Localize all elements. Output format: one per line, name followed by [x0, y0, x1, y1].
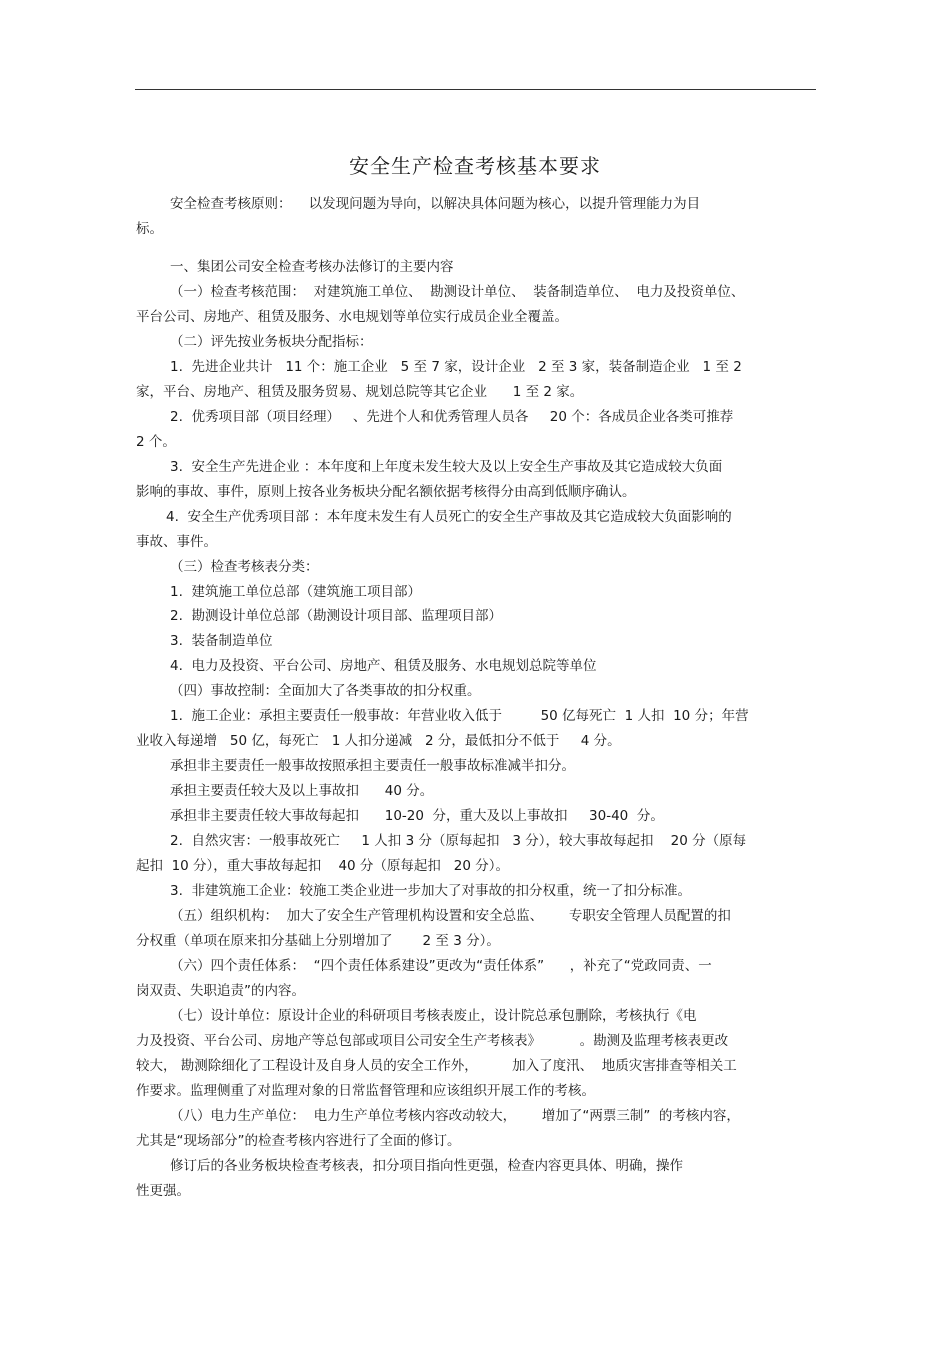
body-line: 业收入每递增 50 亿，每死亡 1 人扣分递减 2 分，最低扣分不低于 4 分。 — [136, 733, 621, 749]
body-line: 一、集团公司安全检查考核办法修订的主要内容 — [170, 259, 454, 275]
body-line: 承担非主要责任一般事故按照承担主要责任一般事故标准减半扣分。 — [170, 758, 575, 774]
body-line: 尤其是“现场部分”的检查考核内容进行了全面的修订。 — [136, 1133, 461, 1149]
body-line: 作要求。监理侧重了对监理对象的日常监督管理和应该组织开展工作的考核。 — [136, 1083, 595, 1099]
body-line: 起扣 10 分），重大事故每起扣 40 分（原每起扣 20 分）。 — [136, 858, 510, 874]
body-line: （一）检查考核范围： 对建筑施工单位、 勘测设计单位、 装备制造单位、 电力及投资单位、 — [170, 284, 745, 300]
body-line: 事故、事件。 — [136, 534, 217, 550]
body-line: 2. 优秀项目部（项目经理） 、先进个人和优秀管理人员各 20 个：各成员企业各类可推荐 — [170, 409, 734, 425]
body-line: 3. 安全生产先进企业 ：本年度和上年度未发生较大及以上安全生产事故及其它造成较大负面 — [170, 459, 723, 475]
body-line: （二）评先按业务板块分配指标： — [170, 334, 373, 350]
body-line: 3. 非建筑施工企业：较施工类企业进一步加大了对事故的扣分权重，统一了扣分标准。 — [170, 883, 691, 899]
body-line: 性更强。 — [136, 1183, 190, 1199]
body-line: 分权重（单项在原来扣分基础上分别增加了 2 至 3 分）。 — [136, 933, 500, 949]
body-line: （四）事故控制：全面加大了各类事故的扣分权重。 — [170, 683, 481, 699]
body-line: 影响的事故、事件，原则上按各业务板块分配名额依据考核得分由高到低顺序确认。 — [136, 484, 636, 500]
body-line: 力及投资、平台公司、房地产等总包部或项目公司安全生产考核表》 。勘测及监理考核表更改 — [136, 1033, 729, 1049]
body-line: 3. 装备制造单位 — [170, 633, 273, 649]
body-line: 较大， 勘测除细化了工程设计及自身人员的安全工作外， 加入了度汛、 地质灾害排查等相关工 — [136, 1058, 737, 1074]
body-line: 平台公司、房地产、租赁及服务、水电规划等单位实行成员企业全覆盖。 — [136, 309, 568, 325]
body-line: （三）检查考核表分类： — [170, 559, 319, 575]
body-line: 4. 电力及投资、平台公司、房地产、租赁及服务、水电规划总院等单位 — [170, 658, 597, 674]
body-line: 家，平台、房地产、租赁及服务贸易、规划总院等其它企业 1 至 2 家。 — [136, 384, 584, 400]
body-line: 承担非主要责任较大事故每起扣 10-20 分，重大及以上事故扣 30-40 分。 — [170, 808, 664, 824]
body-line: （五）组织机构： 加大了安全生产管理机构设置和安全总监、 专职安全管理人员配置的扣 — [170, 908, 731, 924]
body-line: 安全检查考核原则： 以发现问题为导向，以解决具体问题为核心，以提升管理能力为目 — [170, 196, 701, 212]
body-line: 2. 自然灾害：一般事故死亡 1 人扣 3 分（原每起扣 3 分），较大事故每起扣 20 分（原每 — [170, 833, 747, 849]
body-line: （八）电力生产单位： 电力生产单位考核内容改动较大， 增加了“两票三制” 的考核内容， — [170, 1108, 740, 1124]
body-line: 2. 勘测设计单位总部（勘测设计项目部、监理项目部） — [170, 608, 502, 624]
header-rule — [135, 89, 816, 90]
body-line: 标。 — [136, 221, 163, 237]
body-line: （七）设计单位：原设计企业的科研项目考核表废止，设计院总承包删除，考核执行《电 — [170, 1008, 697, 1024]
body-line: （六）四个责任体系： “四个责任体系建设”更改为“责任体系” ，补充了“党政同责、一 — [170, 958, 712, 974]
body-line: 1. 建筑施工单位总部（建筑施工项目部） — [170, 584, 421, 600]
document-title: 安全生产检查考核基本要求 — [349, 154, 601, 178]
body-line: 2 个。 — [136, 434, 176, 450]
body-line: 承担主要责任较大及以上事故扣 40 分。 — [170, 783, 434, 799]
body-line: 4. 安全生产优秀项目部 ：本年度未发生有人员死亡的安全生产事故及其它造成较大负面影响的 — [166, 509, 732, 525]
body-line: 修订后的各业务板块检查考核表，扣分项目指向性更强，检查内容更具体、明确，操作 — [170, 1158, 683, 1174]
body-line: 1. 先进企业共计 11 个：施工企业 5 至 7 家，设计企业 2 至 3 家，装备制造企业 1 至 2 — [170, 359, 742, 375]
body-line: 1. 施工企业：承担主要责任一般事故：年营业收入低于 50 亿每死亡 1 人扣 10 分；年营 — [170, 708, 749, 724]
body-line: 岗双责、失职追责”的内容。 — [136, 983, 305, 999]
